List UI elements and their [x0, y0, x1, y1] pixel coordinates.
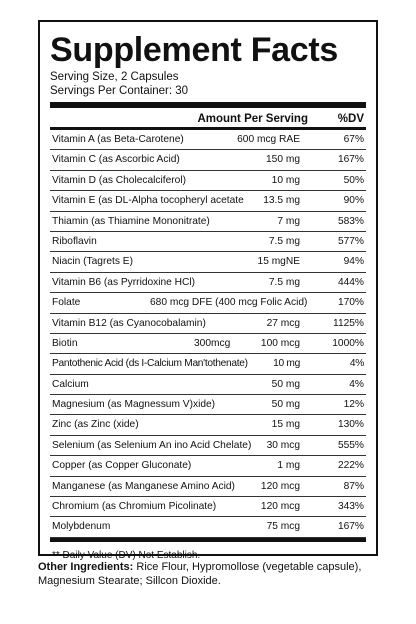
nutrient-amount: 1 mg — [277, 460, 300, 472]
nutrient-name: Vitamin E (as DL-Alpha tocopheryl acetate — [52, 195, 244, 207]
nutrient-dv: 577% — [337, 235, 364, 247]
nutrient-amount-detail: 300mcg — [194, 337, 231, 349]
nutrient-row — [50, 293, 366, 313]
nutrient-amount: 10 mg — [271, 174, 300, 186]
nutrient-name: Vitamin D (as Cholecalciferol) — [52, 174, 186, 186]
nutrient-amount: 15 mg — [271, 419, 300, 431]
nutrient-row — [50, 191, 366, 211]
daily-value-footnote: ** Daily Value (DV) Not Establish. — [52, 549, 201, 561]
nutrient-dv: 4% — [349, 358, 364, 370]
nutrient-amount: 75 mcg — [266, 521, 300, 533]
nutrient-name: Folate — [52, 297, 81, 309]
nutrient-dv: 1125% — [333, 317, 364, 329]
nutrient-amount: 50 mg — [271, 399, 300, 411]
nutrient-amount: 50 mg — [271, 378, 300, 390]
nutrient-dv: 167% — [337, 154, 364, 166]
nutrient-table — [50, 130, 366, 538]
nutrient-name: Selenium (as Selenium An ino Acid Chelate) — [52, 439, 252, 451]
nutrient-name: Vitamin A (as Beta-Carotene) — [52, 134, 184, 145]
nutrient-dv: 90% — [343, 195, 364, 207]
nutrient-name: Zinc (as Zinc (xide) — [52, 419, 139, 431]
dv-header: %DV — [337, 113, 364, 125]
nutrient-row — [50, 252, 366, 272]
servings-per-container: Servings Per Container: 30 — [50, 85, 189, 97]
nutrient-name: Vitamin C (as Ascorbic Acid) — [52, 154, 180, 166]
nutrient-row — [50, 232, 366, 252]
panel-title: Supplement Facts — [50, 31, 339, 69]
nutrient-row — [50, 212, 366, 232]
nutrient-amount: 27 mcg — [266, 317, 300, 329]
nutrient-row — [50, 415, 366, 435]
nutrient-name: Chromium (as Chromium Picolinate) — [52, 501, 217, 513]
nutrient-row — [50, 273, 366, 293]
nutrient-dv: 170% — [337, 297, 364, 309]
column-header-row — [50, 108, 366, 130]
nutrient-amount: 600 mcg RAE — [237, 134, 300, 145]
nutrient-name: Thiamin (as Thiamine Mononitrate) — [52, 215, 210, 227]
nutrient-dv: 167% — [337, 521, 364, 533]
nutrient-dv: 12% — [343, 399, 364, 411]
nutrient-dv: 444% — [337, 276, 364, 288]
nutrient-dv: 555% — [337, 439, 364, 451]
nutrient-amount: 100 mcg — [260, 337, 300, 349]
nutrient-name: Calcium — [52, 378, 89, 390]
other-ingredients-text: Rice Flour, Hypromollose (vegetable capsule), Magnesium Stearate; Sillcon Dioxide. — [38, 561, 362, 587]
nutrient-name: Copper (as Copper Gluconate) — [52, 460, 192, 472]
nutrient-dv: 343% — [337, 501, 364, 513]
nutrient-name: Molybdenum — [52, 521, 111, 533]
nutrient-dv: 1000% — [332, 337, 364, 349]
nutrient-row — [50, 497, 366, 517]
nutrient-row — [50, 477, 366, 497]
nutrient-amount: 120 mcg — [260, 501, 300, 513]
nutrient-amount: 150 mg — [266, 154, 300, 166]
nutrient-amount: 120 mcg — [260, 480, 300, 492]
nutrient-row — [50, 150, 366, 170]
nutrient-name: Niacin (Tagrets E) — [52, 256, 133, 268]
nutrient-name: Biotin — [52, 337, 78, 349]
nutrient-name: Riboflavin — [52, 235, 97, 247]
nutrient-row — [50, 334, 366, 354]
nutrient-row — [50, 171, 366, 191]
nutrient-row — [50, 395, 366, 415]
nutrient-dv: 94% — [343, 256, 364, 268]
nutrient-amount: 7.5 mg — [268, 235, 300, 247]
nutrient-row — [50, 456, 366, 476]
nutrient-row — [50, 314, 366, 334]
nutrient-name: Vitamin B6 (as Pyrridoxine HCl) — [52, 276, 196, 288]
nutrient-dv: 67% — [343, 134, 364, 145]
nutrient-row — [50, 375, 366, 395]
nutrient-name: Pantothenic Acid (ds I-Calcium Man'tothenate) — [52, 358, 248, 370]
nutrient-amount: 13.5 mg — [263, 195, 300, 207]
nutrient-dv: 222% — [337, 460, 364, 472]
supplement-facts-panel — [38, 20, 378, 561]
nutrient-name: Vitamin B12 (as Cyanocobalamin) — [52, 317, 206, 329]
nutrient-amount: 10 mg — [273, 358, 300, 370]
nutrient-row — [50, 517, 366, 537]
nutrient-row — [50, 354, 366, 374]
bottom-thick-divider — [50, 538, 366, 542]
nutrient-name: Magnesium (as Magnessum V)xide) — [52, 399, 216, 411]
nutrient-amount: 15 mgNE — [257, 256, 300, 268]
other-ingredients — [38, 561, 383, 588]
nutrient-dv: 4% — [349, 378, 364, 390]
nutrient-dv: 583% — [337, 215, 364, 227]
nutrient-amount: 30 mcg — [266, 439, 300, 451]
amount-per-serving-header: Amount Per Serving — [197, 113, 308, 125]
nutrient-row — [50, 130, 366, 150]
nutrient-amount-detail: 680 mcg DFE (400 mcg Folic Acid) — [150, 297, 308, 309]
serving-size: Serving Size, 2 Capsules — [50, 71, 179, 83]
nutrient-dv: 87% — [343, 480, 364, 492]
nutrient-row — [50, 436, 366, 456]
nutrient-name: Manganese (as Manganese Amino Acid) — [52, 480, 235, 492]
nutrient-amount: 7 mg — [277, 215, 300, 227]
nutrient-amount: 7.5 mg — [268, 276, 300, 288]
nutrient-dv: 130% — [337, 419, 364, 431]
other-ingredients-label: Other Ingredients: — [38, 561, 134, 573]
nutrient-dv: 50% — [343, 174, 364, 186]
